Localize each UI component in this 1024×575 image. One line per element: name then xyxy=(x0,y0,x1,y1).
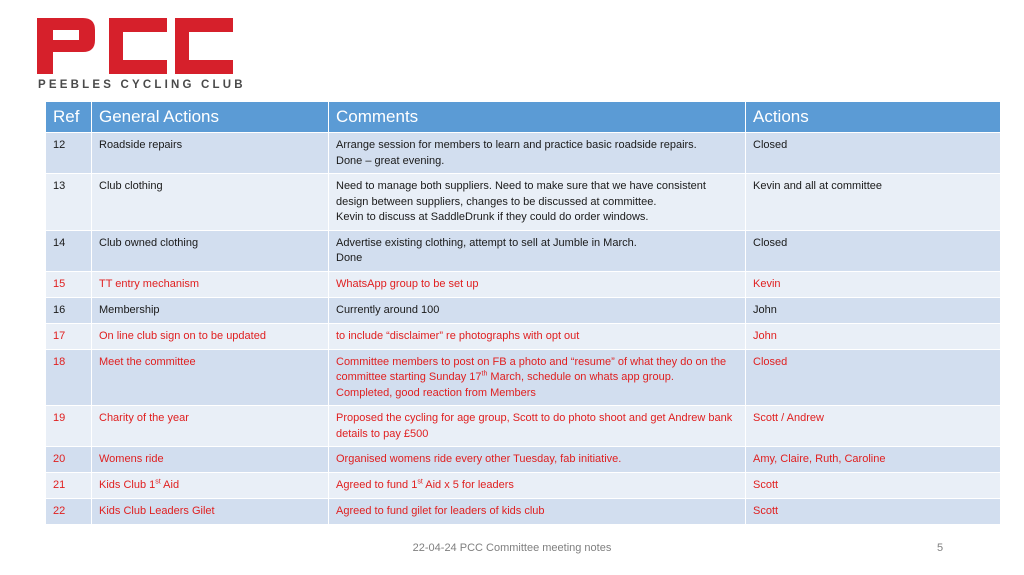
cell-general-action: Membership xyxy=(92,297,329,323)
cell-general-action: Club owned clothing xyxy=(92,230,329,271)
table-row xyxy=(46,499,1001,525)
cell-ref: 14 xyxy=(46,230,92,271)
header-actions: Actions xyxy=(746,102,1001,133)
comment-line: Committee members to post on FB a photo and “resume” of what they do on the committee starting Sunday 17th March, schedule on whats app group. xyxy=(336,355,727,383)
cell-comments xyxy=(329,174,746,231)
cell-general-action: Meet the committee xyxy=(92,349,329,406)
cell-comments xyxy=(329,323,746,349)
cell-general-action: TT entry mechanism xyxy=(92,271,329,297)
cell-ref: 15 xyxy=(46,271,92,297)
footer-text: 22-04-24 PCC Committee meeting notes xyxy=(412,542,612,554)
header-ref: Ref xyxy=(46,102,92,133)
comment-line: Need to manage both suppliers. Need to make sure that we have consistent design between suppliers, changes to be discussed at committee. xyxy=(336,180,706,208)
cell-general-action: Kids Club Leaders Gilet xyxy=(92,499,329,525)
cell-comments xyxy=(329,349,746,406)
comment-line: Done xyxy=(336,252,363,264)
comment-line: Proposed the cycling for age group, Scott to do photo shoot and get Andrew bank details to pay £500 xyxy=(336,412,733,440)
comment-line: Advertise existing clothing, attempt to sell at Jumble in March. xyxy=(336,236,637,249)
cell-actions: Closed xyxy=(746,230,1001,271)
cell-general-action: On line club sign on to be updated xyxy=(92,323,329,349)
cell-general-action: Womens ride xyxy=(92,447,329,473)
comment-line: to include “disclaimer” re photographs with opt out xyxy=(336,329,580,342)
cell-actions: Scott xyxy=(746,473,1001,499)
cell-comments xyxy=(329,271,746,297)
page-number: 5 xyxy=(937,542,944,554)
cell-ref: 18 xyxy=(46,349,92,406)
cell-comments xyxy=(329,297,746,323)
comment-line: Kevin to discuss at SaddleDrunk if they could do order windows. xyxy=(336,211,649,223)
cell-ref: 20 xyxy=(46,447,92,473)
cell-ref: 22 xyxy=(46,499,92,525)
comment-line: Agreed to fund gilet for leaders of kids club xyxy=(336,505,545,517)
actions-table xyxy=(45,101,1001,525)
cell-general-action: Kids Club 1st Aid xyxy=(92,473,329,499)
table-row xyxy=(46,297,1001,323)
table-row xyxy=(46,447,1001,473)
table-row xyxy=(46,174,1001,231)
table-row xyxy=(46,271,1001,297)
cell-general-action: Charity of the year xyxy=(92,406,329,447)
cell-ref: 13 xyxy=(46,174,92,231)
cell-ref: 17 xyxy=(46,323,92,349)
comment-line: Arrange session for members to learn and practice basic roadside repairs. xyxy=(336,139,697,151)
table-row xyxy=(46,230,1001,271)
cell-comments xyxy=(329,406,746,447)
table-header-row xyxy=(46,102,1001,133)
cell-comments xyxy=(329,447,746,473)
comment-line: Organised womens ride every other Tuesday, fab initiative. xyxy=(336,453,622,465)
cell-ref: 19 xyxy=(46,406,92,447)
cell-actions: Closed xyxy=(746,133,1001,174)
header-general-actions: General Actions xyxy=(92,102,329,133)
table-row xyxy=(46,473,1001,499)
cell-comments xyxy=(329,133,746,174)
cell-actions: John xyxy=(746,297,1001,323)
cell-actions: Kevin and all at committee xyxy=(746,174,1001,231)
table-row xyxy=(46,406,1001,447)
cell-general-action: Roadside repairs xyxy=(92,133,329,174)
comment-line: Done – great evening. xyxy=(336,154,445,167)
comment-line: Currently around 100 xyxy=(336,303,440,316)
table-body xyxy=(46,133,1001,525)
cell-comments xyxy=(329,230,746,271)
comment-line: Completed, good reaction from Members xyxy=(336,386,536,399)
cell-comments xyxy=(329,473,746,499)
cell-ref: 21 xyxy=(46,473,92,499)
cell-actions: John xyxy=(746,323,1001,349)
cell-actions: Scott xyxy=(746,499,1001,525)
cell-actions: Scott / Andrew xyxy=(746,406,1001,447)
cell-comments xyxy=(329,499,746,525)
table-row xyxy=(46,349,1001,406)
logo-caption: PEEBLES CYCLING CLUB xyxy=(38,79,246,91)
cell-actions: Kevin xyxy=(746,271,1001,297)
pcc-logo-mark xyxy=(37,16,237,78)
cell-ref: 16 xyxy=(46,297,92,323)
header-comments: Comments xyxy=(329,102,746,133)
comment-line: Agreed to fund 1st Aid x 5 for leaders xyxy=(336,478,514,491)
cell-actions: Closed xyxy=(746,349,1001,406)
table-row xyxy=(46,133,1001,174)
cell-general-action: Club clothing xyxy=(92,174,329,231)
comment-line: WhatsApp group to be set up xyxy=(336,277,479,290)
table-row xyxy=(46,323,1001,349)
cell-actions: Amy, Claire, Ruth, Caroline xyxy=(746,447,1001,473)
cell-ref: 12 xyxy=(46,133,92,174)
